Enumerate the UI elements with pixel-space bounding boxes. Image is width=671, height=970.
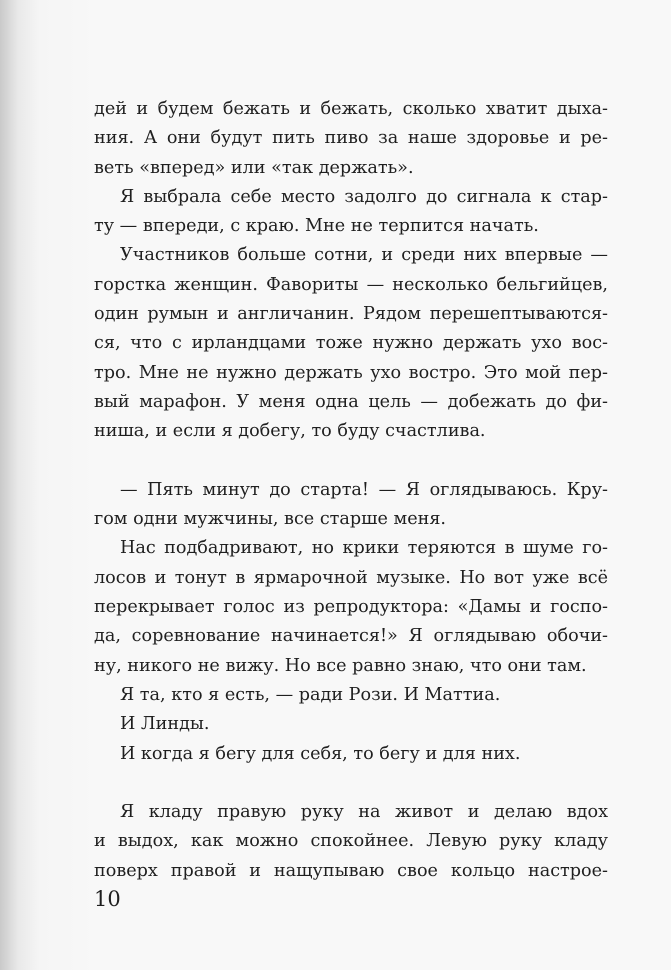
text-line: один румын и англичанин. Рядом перешептываются- [94,304,608,325]
text-line: И когда я бегу для себя, то бегу и для них. [120,743,521,764]
text-line: ся, что с ирландцами тоже нужно держать ухо вос- [94,333,608,354]
paragraph-gap [94,769,608,798]
text-line: гом одни мужчины, все старше меня. [94,509,447,530]
text-line: поверх правой и нащупываю свое кольцо настрое- [94,860,608,881]
text-line: ну, никого не вижу. Но все равно знаю, что они там. [94,655,587,676]
text-line: дей и будем бежать и бежать, сколько хватит дыха- [94,99,608,119]
text-line: тро. Мне не нужно держать ухо востро. Это мой пер- [94,362,608,383]
text-line: ния. А они будут пить пиво за наше здоровье и ре- [94,128,608,149]
text-line: Участников больше сотни, и среди них впервые — [120,245,608,266]
text-line: и выдох, как можно спокойнее. Левую руку кладу [94,831,608,852]
text-line: перекрывает голос из репродуктора: «Дамы и госпо- [94,597,608,618]
text-line: ниша, и если я добегу, то буду счастлива. [94,421,486,442]
text-line: ту — впереди, с краю. Мне не терпится начать. [94,216,539,237]
text-line: горстка женщин. Фавориты — несколько бельгийцев, [94,274,608,295]
text-line: Я выбрала себе место задолго до сигнала к стар- [120,186,608,207]
text-line: — Пять минут до старта! — Я оглядываюсь. Кру- [120,479,608,500]
text-line: вый марафон. У меня одна цель — добежать до фи- [94,391,608,412]
page-text [94,95,608,886]
text-line: да, соревнование начинается!» Я оглядываю обочи- [94,626,608,647]
text-line: Я та, кто я есть, — ради Рози. И Маттиа. [120,684,501,705]
text-line: лосов и тонут в ярмарочной музыке. Но вот уже всё [94,567,608,588]
text-line: Нас подбадривают, но крики теряются в шуме го- [120,538,608,559]
text-line: Я кладу правую руку на живот и делаю вдох [120,802,608,823]
text-line: веть «вперед» или «так держать». [94,157,414,178]
text-line: И Линды. [120,714,210,735]
page-number: 10 [94,887,121,911]
paragraph-gap [94,447,608,476]
